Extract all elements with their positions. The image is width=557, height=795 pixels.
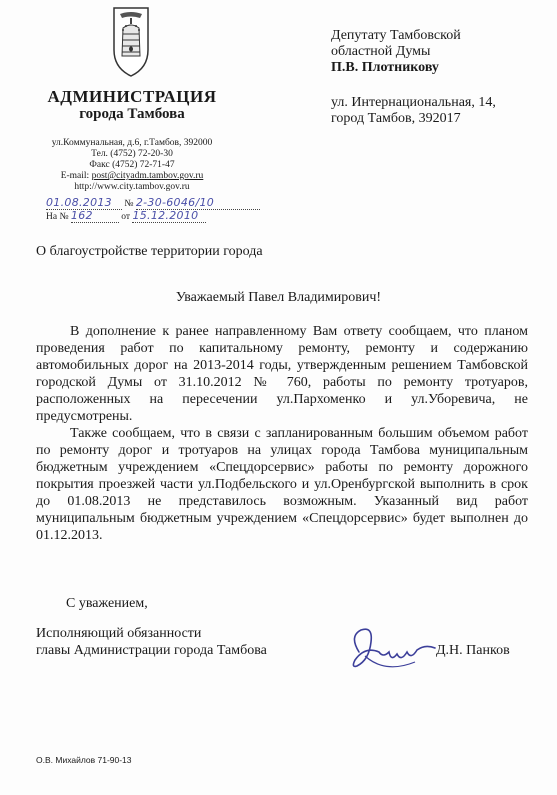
recipient-line1: Депутату Тамбовской <box>331 28 461 43</box>
org-fax: Факс (4752) 72-71-47 <box>89 160 175 170</box>
org-subtitle: города Тамбова <box>79 106 185 122</box>
reference-date: 15.12.2010 <box>132 209 206 223</box>
registration-number-prefix: № <box>124 199 134 209</box>
city-emblem-icon <box>110 6 152 78</box>
recipient-name: П.В. Плотникову <box>331 60 439 75</box>
signer-name: Д.Н. Панков <box>436 643 510 658</box>
org-address: ул.Коммунальная, д.6, г.Тамбов, 392000 <box>51 138 213 148</box>
signer-position-line1: Исполняющий обязанности <box>36 626 202 641</box>
org-phone: Тел. (4752) 72-20-30 <box>91 149 173 159</box>
letter-subject: О благоустройстве территории города <box>36 244 263 259</box>
reference-from-label: от <box>121 212 131 222</box>
recipient-line2: областной Думы <box>331 44 431 59</box>
registration-number: 2-30-6046/10 <box>136 196 260 210</box>
org-website-link[interactable]: http://www.city.tambov.gov.ru <box>74 182 190 192</box>
org-email-link[interactable]: post@cityadm.tambov.gov.ru <box>91 171 204 181</box>
recipient-block <box>331 28 461 76</box>
reference-row <box>46 209 206 224</box>
org-email-row <box>38 171 226 182</box>
org-title: АДМИНИСТРАЦИЯ <box>47 87 217 106</box>
email-label: E-mail: <box>60 171 90 181</box>
paragraph-1: В дополнение к ранее направленному Вам ответу сообщаем, что планом проведения работ по капитальному ремонту, ремонту и содержанию автомобильных дорог на 2013-2014 годы, утвержденным решением Тамбовской городской Думы от 31.10.2012 № 760, работы по ремонту тротуаров, расположенных на пересечении ул.Пархоменко и ул.Уборевича, не предусмотрены. <box>36 324 528 424</box>
recipient-address-line2: город Тамбов, 392017 <box>331 111 461 126</box>
recipient-address <box>331 95 496 127</box>
executor-info: О.В. Михайлов 71-90-13 <box>36 755 132 765</box>
signer-position <box>36 625 267 659</box>
letter-body <box>36 323 528 544</box>
registration-date: 01.08.2013 <box>46 196 122 210</box>
signer-position-line2: главы Администрации города Тамбова <box>36 643 267 658</box>
salutation: Уважаемый Павел Владимирович! <box>175 290 382 305</box>
paragraph-2: Также сообщаем, что в связи с запланированным большим объемом работ по ремонту дорог и тротуаров на улицах города Тамбова муниципальным бюджетным учреждением «Спецдорсервис» работы по ремонту дорожного покрытия проезжей части ул.Подбельского и ул.Оренбургской выполнить в срок до 01.08.2013 не представилось возможным. Указанный вид работ муниципальным бюджетным учреждением «Спецдорсервис» будет выполнен до 01.12.2013. <box>36 426 528 543</box>
reference-label: На № <box>46 212 69 222</box>
reference-number: 162 <box>71 209 119 223</box>
closing: С уважением, <box>66 596 148 611</box>
letterhead-contacts <box>38 138 226 193</box>
handwritten-signature-icon <box>345 622 445 682</box>
recipient-address-line1: ул. Интернациональная, 14, <box>331 95 496 110</box>
